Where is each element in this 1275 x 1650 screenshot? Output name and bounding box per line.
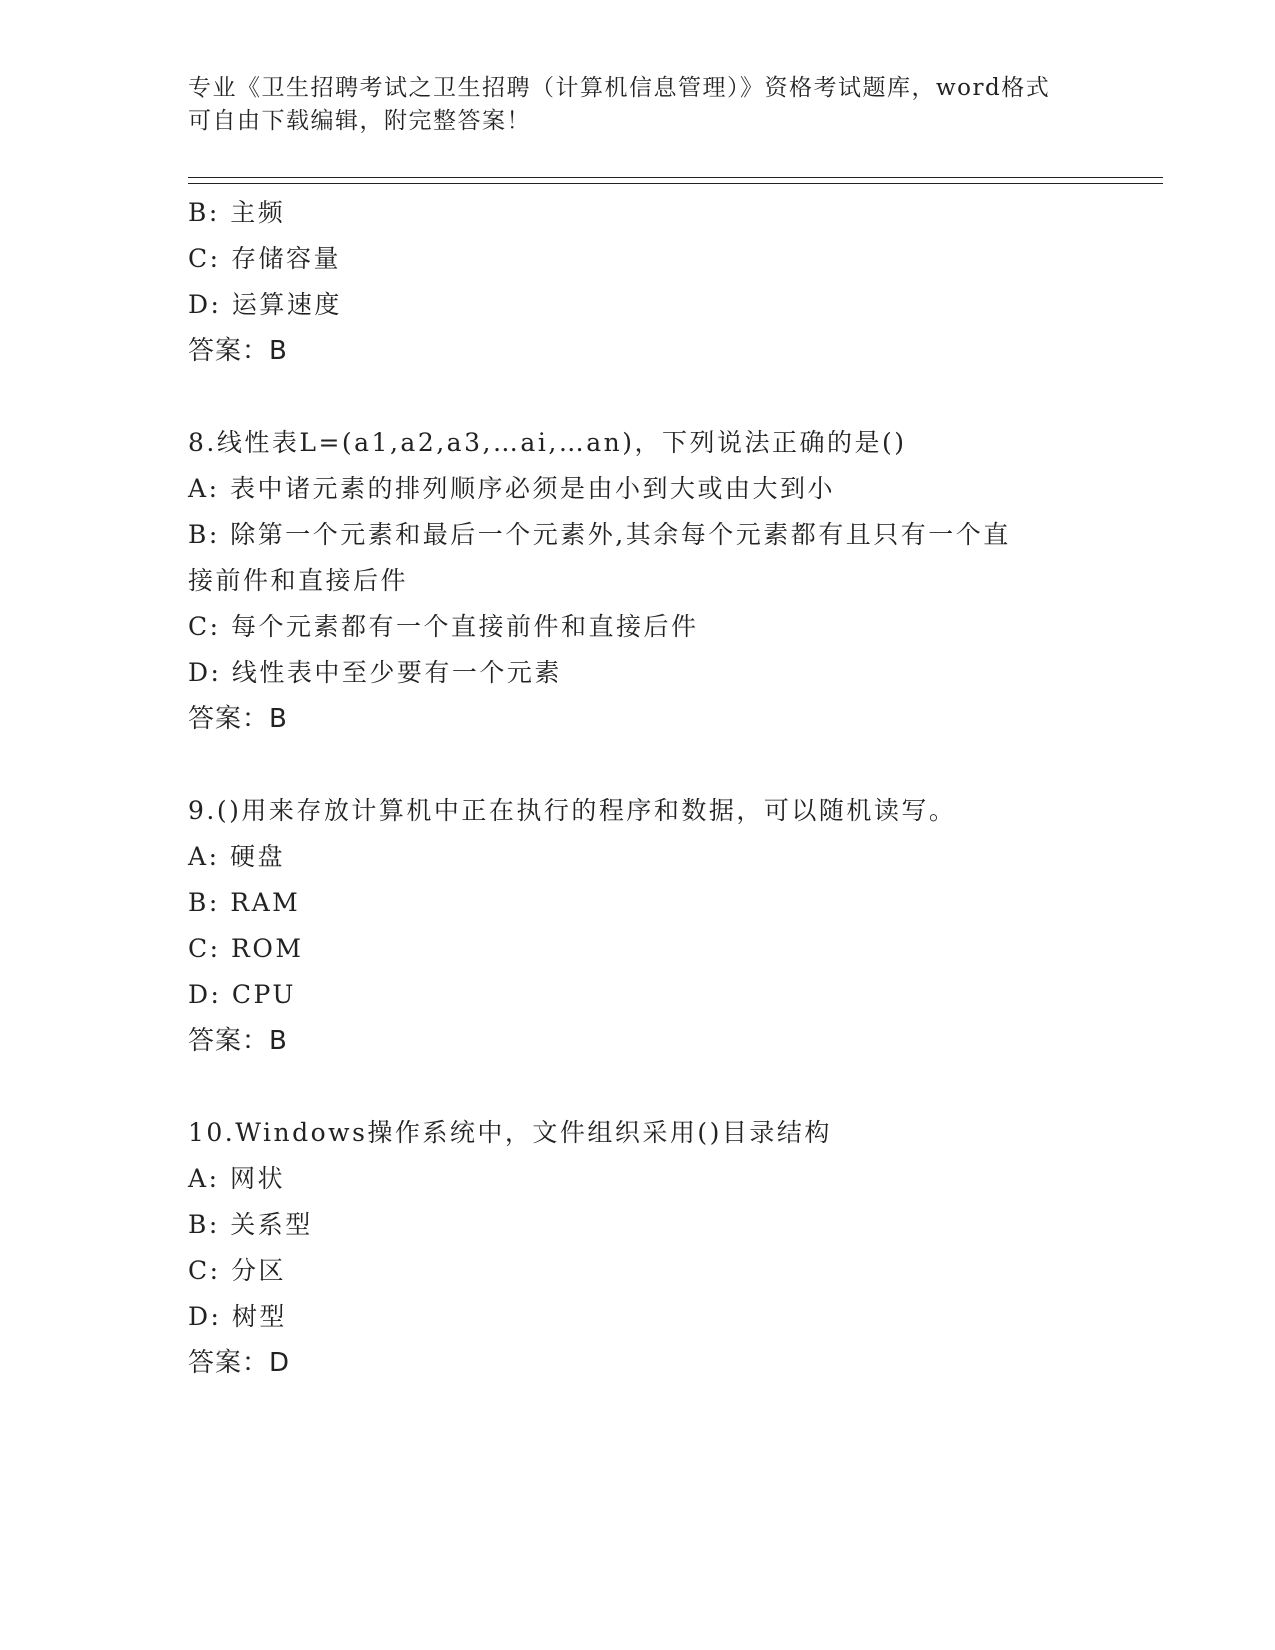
option-c: C: 每个元素都有一个直接前件和直接后件 <box>188 612 699 641</box>
option-b: B: RAM <box>188 888 301 917</box>
question-8 <box>188 420 1088 742</box>
option-d: D: 运算速度 <box>188 290 342 319</box>
question-9 <box>188 788 1088 1064</box>
answer-line: 答案：B <box>188 1026 288 1056</box>
option-a: A: 网状 <box>188 1164 285 1193</box>
option-b-continued: 接前件和直接后件 <box>188 566 409 595</box>
option-d: D: 线性表中至少要有一个元素 <box>188 658 562 687</box>
question-stem: 9.()用来存放计算机中正在执行的程序和数据，可以随机读写。 <box>188 796 957 825</box>
option-d: D: CPU <box>188 980 297 1009</box>
option-b: B: 除第一个元素和最后一个元素外,其余每个元素都有且只有一个直 <box>188 520 1011 549</box>
header-double-rule <box>188 177 1163 184</box>
option-b: B: 关系型 <box>188 1210 313 1239</box>
option-a: A: 表中诸元素的排列顺序必须是由小到大或由大到小 <box>188 474 835 503</box>
answer-line: 答案：B <box>188 336 288 366</box>
header-line-1: 专业《卫生招聘考试之卫生招聘（计算机信息管理）》资格考试题库，word格式 <box>188 75 1051 101</box>
option-c: C: ROM <box>188 934 304 963</box>
option-c: C: 分区 <box>188 1256 287 1285</box>
question-stem: 10.Windows操作系统中，文件组织采用()目录结构 <box>188 1118 832 1147</box>
answer-line: 答案：B <box>188 704 288 734</box>
question-list <box>188 190 1088 1386</box>
question-10 <box>188 1110 1088 1386</box>
option-a: A: 硬盘 <box>188 842 285 871</box>
question-stem: 8.线性表L=(a1,a2,a3,…ai,…an)，下列说法正确的是() <box>188 428 907 457</box>
answer-line: 答案：D <box>188 1348 291 1378</box>
option-c: C: 存储容量 <box>188 244 342 273</box>
option-d: D: 树型 <box>188 1302 287 1331</box>
question-7-tail <box>188 190 1088 374</box>
option-b: B: 主频 <box>188 198 286 227</box>
header-line-2: 可自由下载编辑，附完整答案！ <box>188 108 531 134</box>
document-header <box>188 72 1068 138</box>
